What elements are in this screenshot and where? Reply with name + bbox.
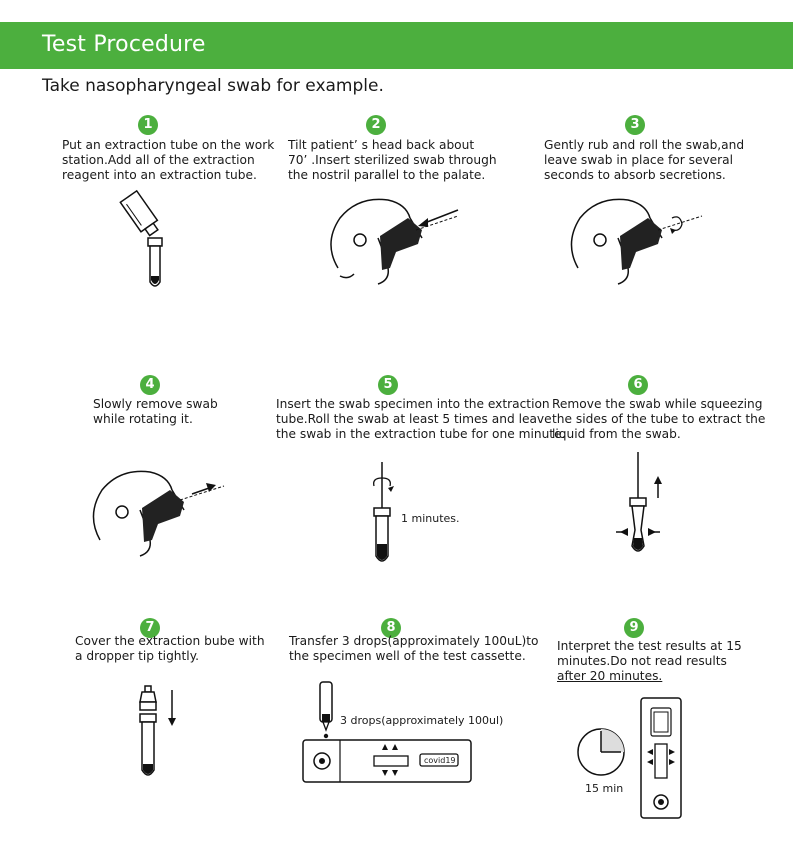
extraction-tube-icon xyxy=(140,714,156,775)
cassette-label: covid19 xyxy=(424,756,456,765)
step-1-line-1: Put an extraction tube on the work xyxy=(62,138,275,152)
step-3-description xyxy=(544,138,744,183)
step-9-line-2: minutes.Do not read results xyxy=(557,654,727,668)
step-8-annotation: 3 drops(approximately 100ul) xyxy=(340,714,504,727)
step-4-line-2: while rotating it. xyxy=(93,412,193,426)
extraction-tube-icon xyxy=(148,238,162,286)
step-6-line-2: the sides of the tube to extract the xyxy=(552,412,766,426)
step-2-line-1: Tilt patient’ s head back about xyxy=(288,138,475,152)
step-7-description xyxy=(75,634,265,664)
step-3-line-2: leave swab in place for several xyxy=(544,153,734,167)
drop-icon xyxy=(324,734,328,738)
step-8-number: 8 xyxy=(381,618,401,638)
step-5-illustration xyxy=(360,460,480,570)
step-9-number: 9 xyxy=(624,618,644,638)
dropper-tip-icon xyxy=(140,686,156,710)
step-7-line-1: Cover the extraction bube with xyxy=(75,634,265,648)
step-8-description xyxy=(289,634,539,664)
step-5-number: 5 xyxy=(378,375,398,395)
step-3-line-3: seconds to absorb secretions. xyxy=(544,168,726,182)
page-title: Test Procedure xyxy=(42,32,206,57)
clock-icon xyxy=(578,729,624,775)
extraction-tube-icon xyxy=(630,498,646,551)
step-9-illustration xyxy=(575,694,695,824)
reagent-bottle-icon xyxy=(120,191,162,239)
arrow-up-icon xyxy=(654,476,662,498)
step-2-number: 2 xyxy=(366,115,386,135)
nasal-cavity-icon xyxy=(142,490,184,542)
step-2-description xyxy=(288,138,497,183)
step-4-description xyxy=(93,397,218,427)
step-5-line-3: the swab in the extraction tube for one minute. xyxy=(276,427,566,441)
result-window-icon xyxy=(655,744,667,778)
test-cassette-icon xyxy=(303,740,471,782)
step-9-line-3: after 20 minutes. xyxy=(557,669,663,683)
step-6-illustration xyxy=(616,450,676,570)
step-7-illustration xyxy=(128,684,188,784)
step-2-illustration xyxy=(318,188,468,288)
step-8-illustration xyxy=(300,678,504,788)
step-1-illustration xyxy=(110,188,190,298)
nasal-cavity-icon xyxy=(620,218,662,270)
step-1-number: 1 xyxy=(138,115,158,135)
header-bar xyxy=(0,22,793,69)
page-subtitle: Take nasopharyngeal swab for example. xyxy=(42,76,384,96)
step-7-line-2: a dropper tip tightly. xyxy=(75,649,200,663)
step-6-number: 6 xyxy=(628,375,648,395)
test-cassette-vertical-icon xyxy=(641,698,681,818)
arrow-down-icon xyxy=(168,690,176,726)
step-3-line-1: Gently rub and roll the swab,and xyxy=(544,138,745,152)
result-window-icon xyxy=(374,756,408,766)
step-6-line-1: Remove the swab while squeezing xyxy=(552,397,763,411)
step-1-line-3: reagent into an extraction tube. xyxy=(62,168,257,182)
step-5-line-2: tube.Roll the swab at least 5 times and leave xyxy=(276,412,552,426)
nasal-cavity-icon xyxy=(380,218,422,270)
step-6-line-3: liquid from the swab. xyxy=(552,427,681,441)
step-1-description xyxy=(62,138,274,183)
step-9-line-1: Interpret the test results at 15 xyxy=(557,639,742,653)
step-2-line-2: 70’ .Insert sterilized swab through xyxy=(288,153,497,167)
step-7-number: 7 xyxy=(140,618,160,638)
step-2-line-3: the nostril parallel to the palate. xyxy=(288,168,486,182)
step-6-description xyxy=(552,397,765,442)
step-5-line-1: Insert the swab specimen into the extraction xyxy=(276,397,550,411)
step-3-number: 3 xyxy=(625,115,645,135)
step-3-illustration xyxy=(562,188,712,288)
step-5-annotation: 1 minutes. xyxy=(401,512,460,525)
step-9-description xyxy=(557,639,742,684)
step-9-annotation: 15 min xyxy=(585,782,624,795)
step-1-line-2: station.Add all of the extraction xyxy=(62,153,255,167)
step-8-line-2: the specimen well of the test cassette. xyxy=(289,649,526,663)
extraction-tube-icon xyxy=(374,508,390,561)
step-5-description xyxy=(276,397,565,442)
dropper-bottle-icon xyxy=(320,682,332,730)
step-4-line-1: Slowly remove swab xyxy=(93,397,218,411)
step-4-illustration xyxy=(84,460,234,560)
step-8-line-1: Transfer 3 drops(approximately 100uL)to xyxy=(289,634,539,648)
step-4-number: 4 xyxy=(140,375,160,395)
